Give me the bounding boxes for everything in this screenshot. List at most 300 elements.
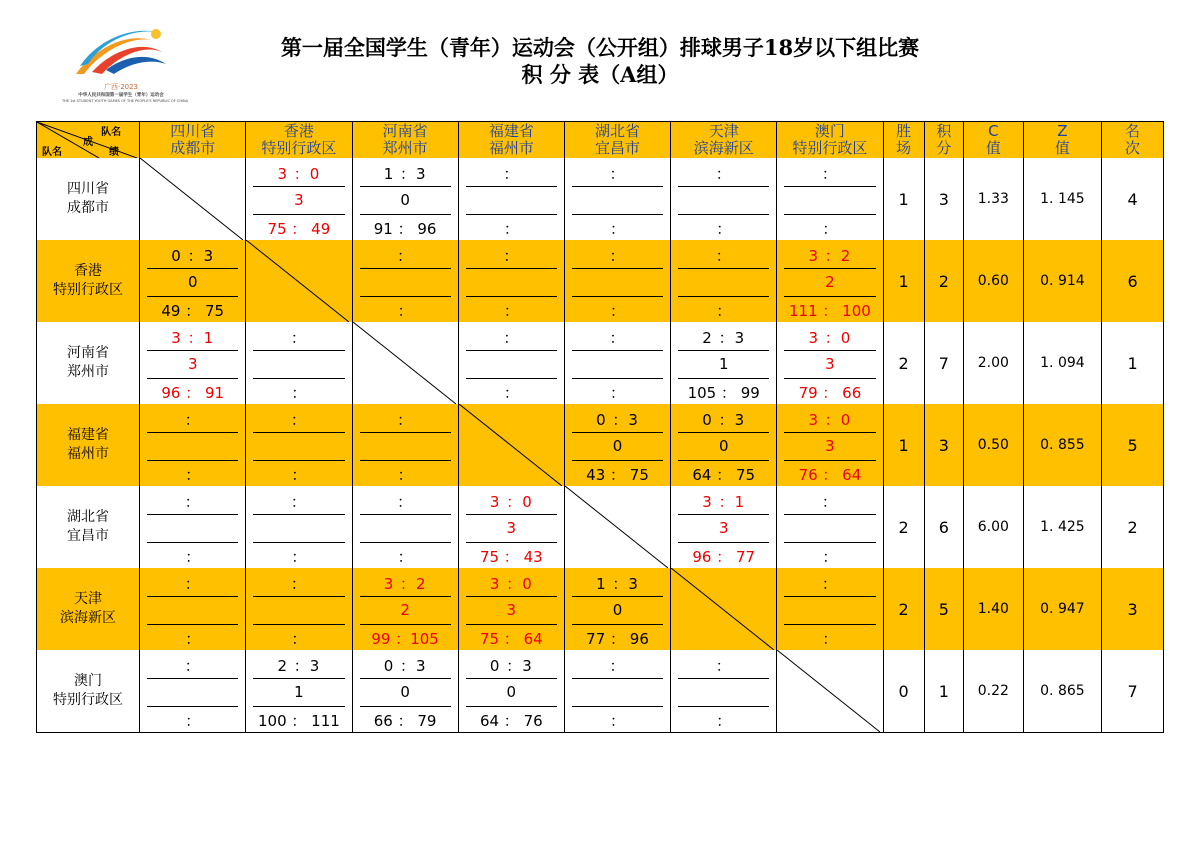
rally-score: 111 ： 100 [789,302,871,320]
divider [572,678,663,679]
self-match-cell [246,240,352,322]
row-team-line1: 四川省 [67,181,110,197]
row-team-line2: 成都市 [67,200,110,216]
rally-score: 100 ： 111 [258,712,340,730]
divider [360,514,451,515]
rally-score: 64 ： 75 [692,466,756,484]
rally-score: ： [716,302,732,320]
divider [253,706,344,707]
rally-score: 99 ：105 [371,630,439,648]
divider [253,186,344,187]
match-result-cell [140,568,246,650]
z-value: 0. 855 [1023,404,1101,486]
z-value: 1. 145 [1023,158,1101,240]
set-score: ： [821,493,838,511]
divider [784,214,875,215]
rally-score: 49 ： 75 [161,302,225,320]
c-value: 0.60 [963,240,1023,322]
divider [360,542,451,543]
column-header-line1: 天津 [708,122,739,140]
divider [466,350,557,351]
self-match-cell [458,404,564,486]
logo-swoosh-icon [62,22,180,82]
rally-score: ： [291,466,307,484]
match-result-cell [140,486,246,568]
row-team-line1: 澳门 [74,673,103,689]
match-result-cell [564,322,670,404]
match-result-cell [352,568,458,650]
c-value: 2.00 [963,322,1023,404]
divider [678,432,769,433]
divider [253,596,344,597]
rank-value: 5 [1102,404,1164,486]
set-score: ： [290,329,307,347]
match-result-cell [458,650,564,733]
match-result-cell [564,240,670,322]
stat-header-line2: 值 [985,139,1001,157]
set-score: 0 ：3 [489,657,533,675]
divider [678,214,769,215]
divider [466,186,557,187]
c-value: 1.40 [963,568,1023,650]
divider [360,268,451,269]
z-value: 1. 094 [1023,322,1101,404]
set-score: 3 ：0 [489,575,533,593]
divider [784,596,875,597]
divider [466,624,557,625]
stat-header-line1: 积 [936,122,952,140]
rally-score: ： [503,302,519,320]
logo-year: 广西·2023 [103,83,139,91]
stat-header-line2: 次 [1125,139,1141,157]
row-team-line1: 天津 [74,591,103,607]
match-points: 3 [825,437,835,455]
wins-value: 1 [883,158,924,240]
set-score: ： [503,165,520,183]
rally-score: 64 ： 76 [479,712,543,730]
rally-score: 105 ： 99 [687,384,760,402]
row-team-line2: 福州市 [67,446,110,462]
match-result-cell [777,486,883,568]
wins-value: 1 [883,404,924,486]
self-match-cell [671,568,777,650]
stat-header-line1: 胜 [896,122,912,140]
divider [784,514,875,515]
column-header-line2: 特别行政区 [261,139,337,157]
divider [678,296,769,297]
divider [572,296,663,297]
divider [147,460,238,461]
match-points: 3 [825,355,835,373]
divider [466,378,557,379]
match-result-cell [140,322,246,404]
diagonal-line [246,240,349,322]
divider [466,514,557,515]
divider [466,706,557,707]
column-header-line2: 成都市 [170,139,216,157]
divider [784,268,875,269]
set-score: ： [609,247,626,265]
match-result-cell [671,322,777,404]
divider [466,542,557,543]
match-result-cell [140,404,246,486]
row-team-name [37,158,140,240]
corner-header [37,122,140,159]
self-match-cell [777,650,883,733]
column-header-line1: 香港 [283,122,314,140]
wins-value: 2 [883,486,924,568]
set-score: ： [715,165,732,183]
divider [678,678,769,679]
match-points: 3 [294,191,304,209]
column-header-line2: 宜昌市 [595,139,641,157]
row-team-line1: 河南省 [67,345,110,361]
row-team-line2: 特别行政区 [53,282,124,298]
divider [678,268,769,269]
self-match-cell [140,158,246,240]
match-result-cell [671,486,777,568]
divider [360,624,451,625]
rally-score: 75 ： 49 [267,220,331,238]
set-score: 0 ：3 [383,657,427,675]
match-points: 0 [612,601,623,619]
column-header-team [140,122,246,159]
stat-header-line1: 名 [1125,122,1141,140]
divider [466,678,557,679]
rally-score: 66 ： 79 [373,712,437,730]
match-result-cell [671,158,777,240]
divider [784,542,875,543]
set-score: ： [821,575,838,593]
divider [572,350,663,351]
match-result-cell [458,486,564,568]
divider [678,350,769,351]
match-points: 0 [612,437,623,455]
set-score: 1 ：3 [383,165,427,183]
set-score: ： [397,247,414,265]
divider [678,514,769,515]
divider [147,296,238,297]
match-result-cell [352,404,458,486]
column-header-line2: 福州市 [488,139,534,157]
divider [253,432,344,433]
diagonal-line [459,404,562,486]
stat-header [883,122,924,159]
divider [147,596,238,597]
match-result-cell [671,404,777,486]
rally-score: ： [822,630,838,648]
team-row [37,486,1164,568]
set-score: ： [290,411,307,429]
diagonal-line [565,486,668,568]
row-team-name [37,568,140,650]
rally-score: 96 ： 77 [692,548,756,566]
header-row [37,122,1164,159]
set-score: ： [609,329,626,347]
stat-header-line2: 分 [936,139,952,157]
match-result-cell [140,240,246,322]
rally-score: ： [397,302,413,320]
set-score: 2 ：3 [702,329,746,347]
match-points: 0 [506,683,517,701]
match-points: 3 [187,355,198,373]
divider [572,460,663,461]
divider [253,624,344,625]
self-match-cell [352,322,458,404]
points-value: 1 [924,650,963,733]
divider [147,706,238,707]
rank-value: 7 [1102,650,1164,733]
set-score: 0 ：3 [171,247,215,265]
rally-score: ： [610,302,626,320]
divider [466,296,557,297]
divider [253,350,344,351]
column-header-line2: 郑州市 [382,139,428,157]
column-header-team [671,122,777,159]
wins-value: 2 [883,568,924,650]
set-score: ： [821,165,838,183]
row-team-name [37,240,140,322]
divider [572,214,663,215]
set-score: ： [184,411,201,429]
games-logo [62,22,189,106]
row-team-line1: 湖北省 [67,509,110,525]
match-result-cell [140,650,246,733]
self-match-cell [564,486,670,568]
points-value: 7 [924,322,963,404]
wins-value: 0 [883,650,924,733]
row-team-name [37,404,140,486]
rally-score: 43 ： 75 [586,466,649,484]
rally-score: 76 ： 64 [798,466,862,484]
divider [147,542,238,543]
c-value: 6.00 [963,486,1023,568]
diagonal-line [140,158,243,240]
set-score: 3 ：0 [277,165,321,183]
divider [147,624,238,625]
divider [572,624,663,625]
column-header-team [564,122,670,159]
match-points: 2 [400,601,410,619]
z-value: 0. 914 [1023,240,1101,322]
rally-score: ： [503,384,519,402]
divider [360,296,451,297]
divider [360,186,451,187]
stat-header [924,122,963,159]
rally-score: ： [610,384,626,402]
row-team-name [37,322,140,404]
set-score: 3 ：2 [383,575,427,593]
divider [360,706,451,707]
rally-score: ： [716,712,732,730]
c-value: 0.22 [963,650,1023,733]
divider [147,514,238,515]
set-score: 3 ：0 [808,329,852,347]
match-result-cell [777,240,883,322]
match-points: 0 [718,437,729,455]
rank-value: 6 [1102,240,1164,322]
diagonal-line [777,650,880,732]
divider [253,514,344,515]
divider [678,378,769,379]
row-team-line2: 特别行政区 [53,692,124,708]
rally-score: ： [610,712,626,730]
column-header-team [246,122,352,159]
rally-score: 75 ： 64 [479,630,543,648]
divider [784,350,875,351]
rally-score: ： [822,548,838,566]
points-value: 3 [924,404,963,486]
team-row [37,158,1164,240]
corner-result-1: 成 [83,137,93,148]
rally-score: ： [291,630,307,648]
rank-value: 1 [1102,322,1164,404]
match-points: 0 [400,683,410,701]
divider [678,542,769,543]
rally-score: ： [291,548,307,566]
stat-header-line1: C [988,122,999,140]
row-team-name [37,486,140,568]
column-header-line2: 滨海新区 [693,139,754,157]
match-result-cell [246,158,352,240]
divider [147,350,238,351]
match-result-cell [246,568,352,650]
wins-value: 1 [883,240,924,322]
rank-value: 4 [1102,158,1164,240]
match-result-cell [671,240,777,322]
logo-org: 中华人民共和国第一届学生（青年）运动会 [78,93,164,98]
set-score: ： [609,165,626,183]
set-score: ： [397,411,414,429]
set-score: ： [290,493,307,511]
divider [572,432,663,433]
rally-score: 91 ： 96 [373,220,437,238]
divider [253,460,344,461]
team-row [37,322,1164,404]
column-header-line1: 澳门 [814,122,845,140]
logo-subtitle: THE 1st STUDENT YOUTH GAMES OF THE PEOPLE'S REPUBLIC OF CHINA [62,99,189,103]
rally-score: ： [185,548,201,566]
match-result-cell [564,568,670,650]
match-result-cell [352,240,458,322]
column-header-line1: 四川省 [170,122,216,140]
set-score: ： [290,575,307,593]
stat-header [963,122,1023,159]
set-score: 3 ：1 [171,329,215,347]
match-result-cell [246,650,352,733]
divider [784,296,875,297]
row-team-line2: 宜昌市 [67,528,110,544]
divider [784,432,875,433]
rally-score: ： [397,548,413,566]
column-header-line1: 福建省 [488,122,534,140]
corner-team-left: 队名 [42,147,62,158]
column-header-team [777,122,883,159]
match-result-cell [352,650,458,733]
stat-header-line1: Z [1057,122,1068,140]
match-points: 2 [825,273,835,291]
set-score: ： [503,247,520,265]
divider [360,678,451,679]
divider [784,460,875,461]
match-result-cell [777,568,883,650]
rally-score: ： [397,466,413,484]
rally-score: ： [185,712,201,730]
match-result-cell [352,486,458,568]
stat-header-line2: 场 [896,139,912,157]
set-score: 3 ：1 [702,493,746,511]
divider [360,596,451,597]
team-row [37,240,1164,322]
divider [678,706,769,707]
divider [253,678,344,679]
divider [466,214,557,215]
divider [360,460,451,461]
match-points: 3 [506,519,517,537]
row-team-line1: 香港 [74,263,103,279]
title-line-2: 积 分 表（A组） [521,62,679,87]
rally-score: ： [503,220,519,238]
points-value: 3 [924,158,963,240]
c-value: 0.50 [963,404,1023,486]
set-score: 0 ：3 [596,411,639,429]
wins-value: 2 [883,322,924,404]
rally-score: ： [185,466,201,484]
set-score: 3 ：0 [489,493,533,511]
points-value: 2 [924,240,963,322]
set-score: 1 ：3 [596,575,639,593]
set-score: ： [184,575,201,593]
set-score: 3 ：2 [808,247,852,265]
divider [466,596,557,597]
diagonal-line [671,568,774,650]
column-header-team [458,122,564,159]
divider [147,432,238,433]
divider [572,706,663,707]
set-score: ： [503,329,520,347]
set-score: ： [397,493,414,511]
match-result-cell [458,568,564,650]
rank-value: 3 [1102,568,1164,650]
match-points: 3 [718,519,729,537]
match-result-cell [458,158,564,240]
set-score: 0 ：3 [702,411,746,429]
row-team-name [37,650,140,733]
set-score: ： [715,247,732,265]
set-score: ： [184,493,201,511]
z-value: 0. 865 [1023,650,1101,733]
set-score: 2 ：3 [277,657,321,675]
team-row [37,404,1164,486]
row-team-line2: 滨海新区 [60,610,117,626]
corner-team-top: 队名 [101,127,122,138]
match-result-cell [246,486,352,568]
divider [253,214,344,215]
divider [784,186,875,187]
rally-score: ： [716,220,732,238]
stat-header-line2: 值 [1054,139,1070,157]
column-header-line1: 湖北省 [595,122,641,140]
divider [678,460,769,461]
rank-value: 2 [1102,486,1164,568]
match-points: 1 [294,683,304,701]
title-line-1: 第一届全国学生（青年）运动会（公开组）排球男子18岁以下组比赛 [280,35,920,60]
team-row [37,568,1164,650]
stat-header [1102,122,1164,159]
match-result-cell [564,158,670,240]
match-result-cell [246,404,352,486]
match-result-cell [458,240,564,322]
